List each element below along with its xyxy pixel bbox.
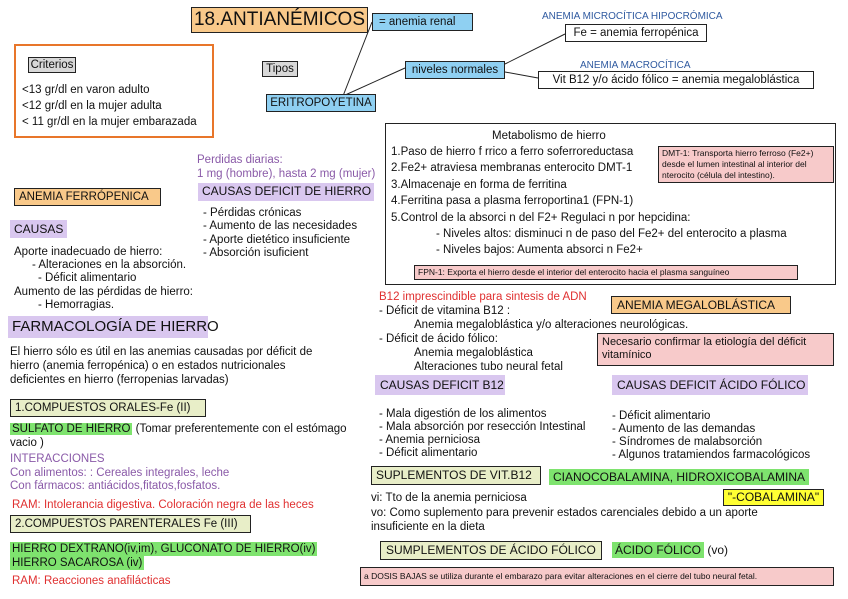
cdh-item-1: - Pérdidas crónicas xyxy=(203,207,302,219)
suplementos-b12-line-3: insuficiente en la dieta xyxy=(371,521,485,533)
causas-line-4: Aumento de las pérdidas de hierro: xyxy=(14,286,193,298)
sulfato-note: (Tomar preferentemente con el estómago xyxy=(132,423,347,435)
b12-line-1: - Déficit de vitamina B12 : xyxy=(379,305,511,317)
cb12-item-4: - Déficit alimentario xyxy=(379,447,478,459)
cdh-item-3: - Aporte dietético insuficiente xyxy=(203,234,351,246)
etiologia-note xyxy=(597,333,834,366)
suplementos-b12-label: SUPLEMENTOS DE VIT.B12 xyxy=(371,466,541,485)
parenterales-drug-2: HIERRO SACAROSA (iv) xyxy=(12,557,143,569)
b12-line-2: Anemia megaloblástica y/o alteraciones neurológicas. xyxy=(414,319,689,331)
sulfato-note-2: vacio ) xyxy=(10,437,44,449)
cobalamina-suffix: "-COBALAMINA" xyxy=(723,489,824,506)
line-niveles-micro xyxy=(505,34,565,64)
cdh-item-2: - Aumento de las necesidades xyxy=(203,220,358,232)
causas-line-5: - Hemorragias. xyxy=(38,299,115,311)
b12-line-5: Alteraciones tubo neural fetal xyxy=(414,361,563,373)
folico-route: (vo) xyxy=(704,543,729,557)
criterio-1: <13 gr/dl en varon adulto xyxy=(22,84,150,96)
causas-folico-label: CAUSAS DEFICIT ÁCIDO FÓLICO xyxy=(612,375,808,395)
folico-drug: ÁCIDO FÓLICO xyxy=(612,542,704,558)
metabolismo-step-5a: - Niveles altos: disminuci n de paso del Fe2+ del enterocito a plasma xyxy=(436,228,787,240)
sulfato-line xyxy=(10,422,347,436)
macrocitica-label: ANEMIA MACROCÍTICA xyxy=(580,60,691,71)
metabolismo-title: Metabolismo de hierro xyxy=(492,130,606,142)
parenterales-label: 2.COMPUESTOS PARENTERALES Fe (III) xyxy=(10,515,251,533)
b12-line-4: Anemia megaloblástica xyxy=(414,347,533,359)
page-title: 18.ANTIANÉMICOS xyxy=(191,7,368,33)
criterio-2: <12 gr/dl en la mujer adulta xyxy=(22,100,162,112)
etiologia-line-1: Necesario confirmar la etiología del déficit xyxy=(602,336,807,348)
suplementos-folico-label: SUMPLEMENTOS DE ÁCIDO FÓLICO xyxy=(380,541,602,560)
anemia-megaloblastica-box: ANEMIA MEGALOBLÁSTICA xyxy=(611,296,791,314)
cb12-item-1: - Mala digestión de los alimentos xyxy=(379,408,547,420)
metabolismo-step-5b: - Niveles bajos: Aumenta absorci n Fe2+ xyxy=(436,244,643,256)
folico-drug-line xyxy=(612,543,728,557)
cfo-item-1: - Déficit alimentario xyxy=(612,410,711,422)
dmt-note-line-2: desde el lumen intestinal al interior del xyxy=(662,159,807,169)
causas-line-1: Aporte inadecuado de hierro: xyxy=(14,246,163,258)
niveles-normales-box: niveles normales xyxy=(405,61,505,79)
tipos-label: Tipos xyxy=(262,61,298,77)
b12-title: B12 imprescindible para sintesis de ADN xyxy=(379,291,587,303)
causas-b12-label: CAUSAS DEFICIT B12 xyxy=(375,375,505,395)
criterios-panel xyxy=(14,44,214,138)
perdidas-line-2: 1 mg (hombre), hasta 2 mg (mujer) xyxy=(197,168,376,180)
cfo-item-3: - Síndromes de malabsorción xyxy=(612,436,763,448)
interacciones-line-2: Con fármacos: antiácidos,fitatos,fosfatos. xyxy=(10,480,221,492)
anemia-renal-box: = anemia renal xyxy=(372,13,473,31)
folico-note: a DOSIS BAJAS se utiliza durante el embarazo para evitar alteraciones en el cierre del tubo neural fetal. xyxy=(360,567,834,586)
farmacologia-line-2: hierro (anemia ferropénica) o en estados nutricionales xyxy=(10,360,286,372)
causas-label: CAUSAS xyxy=(10,220,67,238)
metabolismo-step-3: 3.Almacenaje en forma de ferritina xyxy=(391,179,567,191)
orales-ram: RAM: Intolerancia digestiva. Coloración negra de las heces xyxy=(12,499,314,511)
eritropoyetina-box: ERITROPOYETINA xyxy=(266,94,376,112)
suplementos-b12-line-2: vo: Como suplemento para prevenir estados carenciales debido a un aporte xyxy=(371,507,758,519)
cdh-item-4: - Absorción isuficient xyxy=(203,247,309,259)
metabolismo-step-2: 2.Fe2+ atraviesa membranas enterocito DMT-1 xyxy=(391,162,633,174)
perdidas-line-1: Perdidas diarias: xyxy=(197,154,283,166)
macrocitica-box: Vit B12 y/o ácido fólico = anemia megaloblástica xyxy=(538,71,814,89)
dmt-note xyxy=(658,146,834,183)
microcitica-label: ANEMIA MICROCÍTICA HIPOCRÓMICA xyxy=(542,11,723,22)
cfo-item-4: - Algunos tratamiendos farmacológicos xyxy=(612,449,811,461)
cfo-item-2: - Aumento de las demandas xyxy=(612,423,756,435)
interacciones-line-1: Con alimentos: : Cereales integrales, leche xyxy=(10,467,230,479)
criterio-3: < 11 gr/dl en la mujer embarazada xyxy=(22,116,197,128)
microcitica-box: Fe = anemia ferropénica xyxy=(565,24,707,42)
anemia-ferropenica-box: ANEMIA FERRÓPENICA xyxy=(14,188,161,206)
cb12-item-2: - Mala absorción por resección Intestinal xyxy=(379,421,586,433)
parenterales-drug-1: HIERRO DEXTRANO(iv,im), GLUCONATO DE HIERRO(iv) xyxy=(12,543,316,555)
causas-deficit-hierro-label: CAUSAS DEFICIT DE HIERRO xyxy=(198,183,374,201)
farmacologia-line-3: deficientes en hierro (ferropenias larvadas) xyxy=(10,374,229,386)
farmacologia-label: FARMACOLOGÍA DE HIERRO xyxy=(8,316,208,338)
cb12-item-3: - Anemia perniciosa xyxy=(379,434,480,446)
sulfato-drug: SULFATO DE HIERRO xyxy=(12,423,131,435)
metabolismo-step-4: 4.Ferritina pasa a plasma ferroportina1 (FPN-1) xyxy=(391,195,634,207)
causas-line-3: - Déficit alimentario xyxy=(38,272,137,284)
fpn-note: FPN-1: Exporta el hierro desde el interior del enterocito hacia el plasma sanguíneo xyxy=(414,265,798,280)
metabolismo-step-5: 5.Control de la absorci n del F2+ Regulaci n por hepcidina: xyxy=(391,212,691,224)
parenterales-ram: RAM: Reacciones anafilácticas xyxy=(12,575,171,587)
farmacologia-line-1: El hierro sólo es útil en las anemias causadas por déficit de xyxy=(10,346,313,358)
b12-line-3: - Déficit de ácido fólico: xyxy=(379,333,498,345)
interacciones-label: INTERACCIONES xyxy=(10,453,105,465)
line-niveles-macro xyxy=(505,72,538,78)
criterios-label: Criterios xyxy=(28,57,76,73)
orales-label: 1.COMPUESTOS ORALES-Fe (II) xyxy=(10,399,206,417)
metabolismo-step-1: 1.Paso de hierro f rrico a ferro soferroreductasa xyxy=(391,146,634,158)
etiologia-line-2: vitamínico xyxy=(602,349,652,361)
suplementos-b12-drugs: CIANOCOBALAMINA, HIDROXICOBALAMINA xyxy=(549,469,809,485)
dmt-note-line-1: DMT-1: Transporta hierro ferroso (Fe2+) xyxy=(662,148,814,158)
suplementos-b12-line-1: vi: Tto de la anemia perniciosa xyxy=(371,492,527,504)
causas-line-2: - Alteraciones en la absorción. xyxy=(32,259,187,271)
dmt-note-line-3: nterocito (célula del intestino). xyxy=(662,170,775,180)
metabolismo-panel xyxy=(385,123,836,285)
